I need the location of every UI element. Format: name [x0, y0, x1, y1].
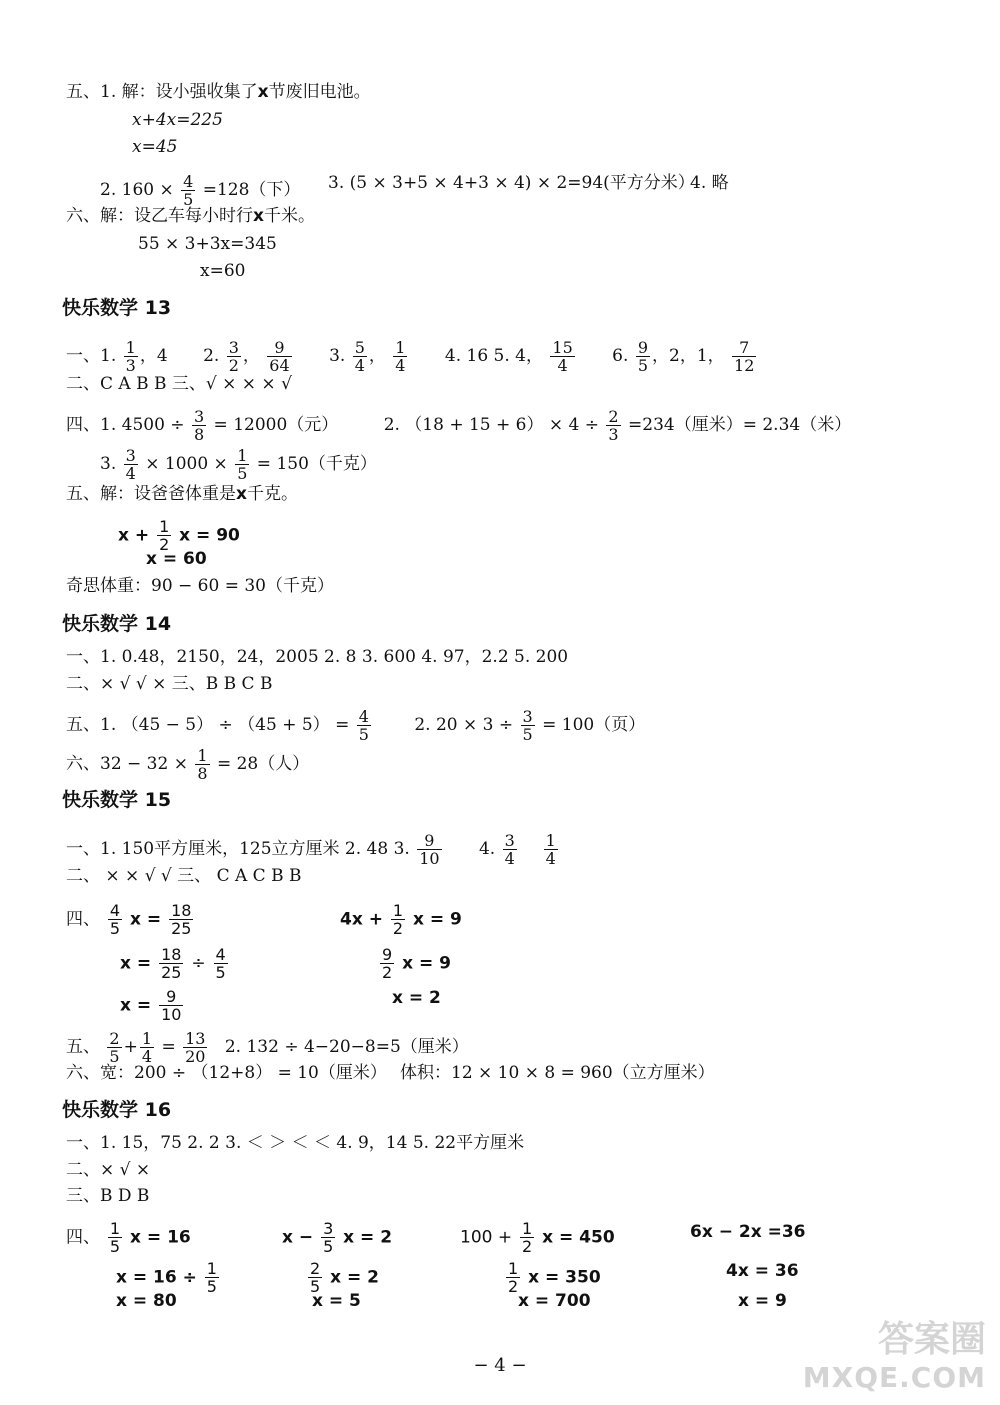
q5-1-eq2: x=45: [132, 137, 178, 157]
s13-row-2: 二、C A B B 三、√ × × × √: [66, 374, 292, 394]
section-title-16: 快乐数学 16: [62, 1099, 172, 1121]
s16-row-1: 一、1. 15，75 2. 2 3. ＜ ＞ ＜ ＜ 4. 9，14 5. 22平方厘米: [66, 1133, 525, 1153]
s15-row-6: 五、 $\frac{2}{5}$ + $\frac{1}{4}$ = $\frac{13}{20}$ 2. 132 ÷ 4−20−8=5（厘米）: [66, 1029, 469, 1066]
s13-eq-2: x = 60: [146, 549, 207, 569]
s16-c3-eq1: 100 + $\frac{1}{2}$ x = 450: [460, 1219, 615, 1256]
fraction: $\frac{4}{5}$: [183, 172, 194, 209]
s14-row-4: 六、32 − 32 × $\frac{1}{8}$ = 28（人）: [66, 746, 310, 783]
section-title-15: 快乐数学 15: [62, 789, 172, 811]
watermark-line-1: 答案圈: [877, 1319, 986, 1360]
q5-1-eq1: x+4x=225: [132, 110, 223, 130]
s14-row-1: 一、1. 0.48，2150，24，2005 2. 8 3. 600 4. 97，2.2 5. 200: [66, 647, 569, 667]
q6-eq2: x=60: [200, 261, 246, 281]
s15-eq-r1: 4x + $\frac{1}{2}$ x = 9: [340, 901, 462, 938]
q5-1-text: 五、1. 解：设小强收集了x节废旧电池。: [66, 82, 371, 102]
s16-row-2: 二、× √ ×: [66, 1160, 151, 1180]
s16-c2-eq1: x − $\frac{3}{5}$ x = 2: [282, 1219, 393, 1256]
s13-row-8: 奇思体重：90 − 60 = 30（千克）: [66, 576, 334, 596]
s15-eq-2: x = $\frac{18}{25}$ ÷ $\frac{4}{5}$: [120, 945, 226, 982]
watermark-line-2: MXQE.COM: [802, 1361, 986, 1394]
s15-eq-r3: x = 2: [392, 988, 441, 1008]
s15-row-7b: 体积：12 × 10 × 8 = 960（立方厘米）: [400, 1063, 715, 1083]
s15-row-2: 二、 × × √ √ 三、 C A C B B: [66, 866, 302, 886]
s13-row-5: 五、解：设爸爸体重是x千克。: [66, 484, 298, 504]
s15-eq-3: x = $\frac{9}{10}$: [120, 987, 182, 1024]
q5-4-text: 4. 略: [690, 173, 729, 193]
s16-c1-eq2: x = 16 ÷ $\frac{1}{5}$: [116, 1259, 217, 1296]
s14-row-3: 五、1. （45 − 5） ÷ （45 + 5） = $\frac{4}{5}$ 2. 20 × 3 ÷ $\frac{3}{5}$ = 100（页）: [66, 707, 646, 744]
q5-3-text: 3. (5 × 3+5 × 4+3 × 4) × 2=94(平方分米）: [328, 173, 695, 193]
s16-c4-eq2: 4x = 36: [726, 1261, 799, 1281]
watermark-logo: [803, 1321, 986, 1397]
q6-eq1: 55 × 3+3x=345: [138, 234, 277, 254]
s13-row-4: 3. $\frac{3}{4}$ × 1000 × $\frac{1}{5}$ = 150（千克）: [100, 446, 377, 483]
s16-row-3: 三、B D B: [66, 1186, 150, 1206]
q5-2-text: 2. 160 × $\frac{4}{5}$ =128（下）: [100, 172, 301, 209]
s16-c1-eq3: x = 80: [116, 1291, 177, 1311]
s16-c3-eq3: x = 700: [518, 1291, 591, 1311]
s16-c3-eq2: $\frac{1}{2}$ x = 350: [508, 1259, 601, 1296]
page-number: − 4 −: [473, 1355, 527, 1376]
s15-eq-1: 四、 $\frac{4}{5}$ x = $\frac{18}{25}$: [66, 901, 192, 938]
section-title-14: 快乐数学 14: [62, 613, 172, 635]
s14-row-2: 二、× √ √ × 三、B B C B: [66, 674, 273, 694]
s13-eq-1: x + $\frac{1}{2}$ x = 90: [118, 517, 240, 554]
s13-row-3: 四、1. 4500 ÷ $\frac{3}{8}$ = 12000（元） 2. （18 + 15 + 6） × 4 ÷ $\frac{2}{3}$ =234（厘米）= 2.34（米）: [66, 407, 852, 444]
section-title-13: 快乐数学 13: [62, 297, 172, 319]
s15-eq-r2: $\frac{9}{2}$ x = 9: [382, 945, 451, 982]
s15-row-7a: 六、宽：200 ÷ （12+8） = 10（厘米）: [66, 1063, 387, 1083]
s16-c2-eq3: x = 5: [312, 1291, 361, 1311]
s13-row-1: 一、1. $\frac{1}{3}$ ，4 2. $\frac{3}{2}$ ， $\frac{9}{64}$ 3. $\frac{5}{4}$ ， $\frac{1}{4}$ 4. 16 5. 4， $\frac{15}{4}$ 6. $\frac{9}{5}$ ，2，1， $\frac{7}{12}$: [66, 338, 755, 375]
s16-c1-eq1: 四、 $\frac{1}{5}$ x = 16: [66, 1219, 191, 1256]
s16-c4-eq1: 6x − 2x =36: [690, 1222, 806, 1242]
s16-c4-eq3: x = 9: [738, 1291, 787, 1311]
s15-row-1: 一、1. 150平方厘米，125立方厘米 2. 48 3. $\frac{9}{10}$ 4. $\frac{3}{4}$ $\frac{1}{4}$: [66, 831, 556, 868]
s16-c2-eq2: $\frac{2}{5}$ x = 2: [310, 1259, 379, 1296]
q6-text: 六、解：设乙车每小时行x千米。: [66, 206, 315, 226]
